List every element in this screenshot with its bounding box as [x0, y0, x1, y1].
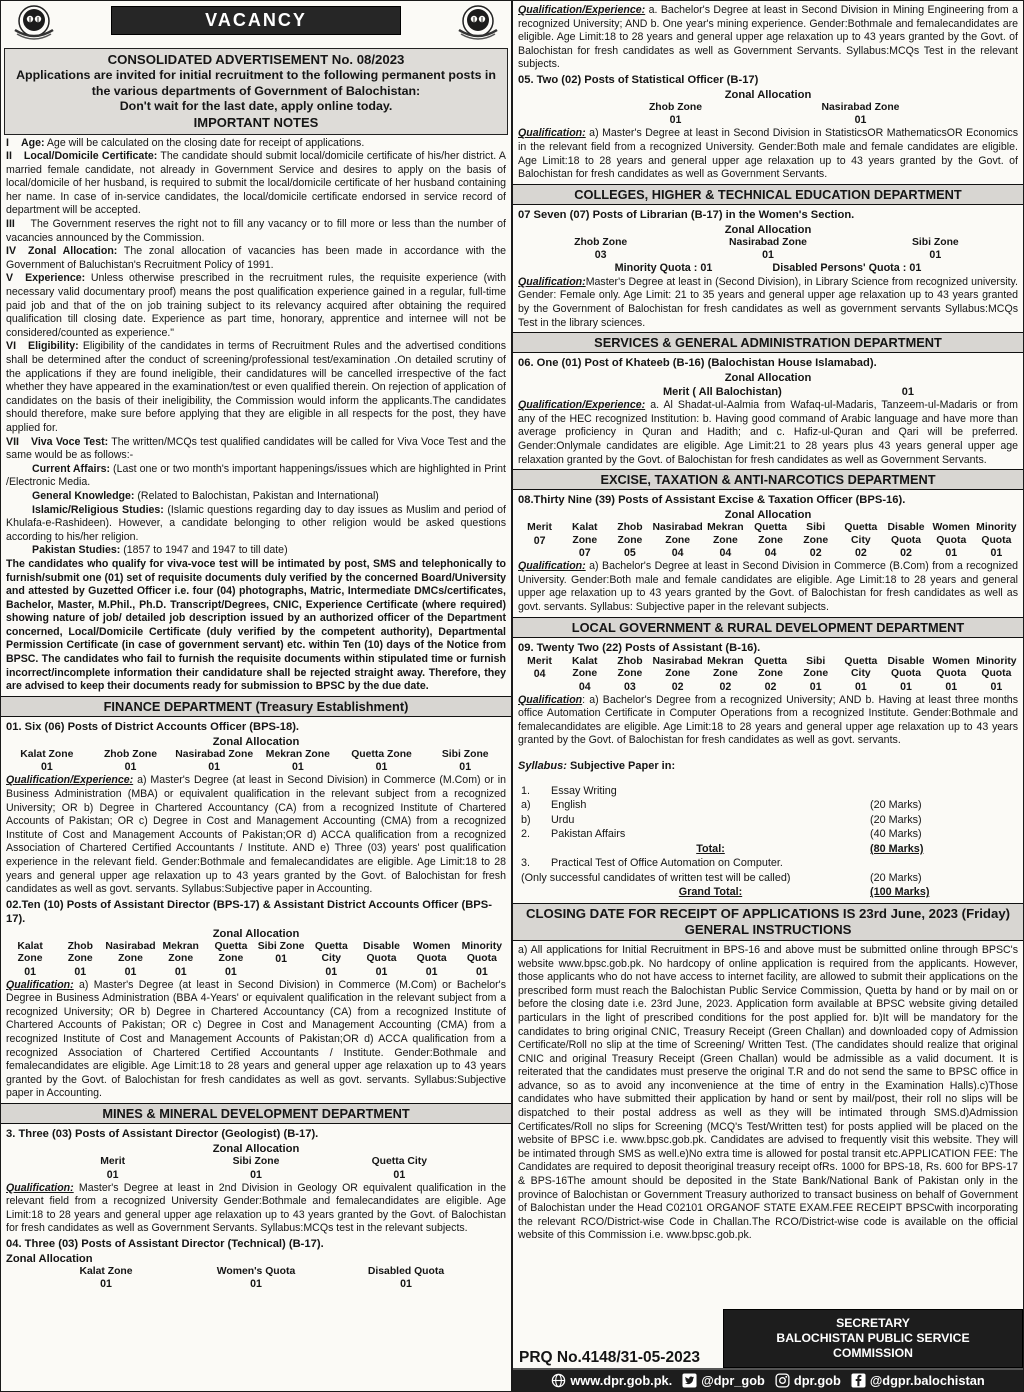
dpr-footer-bar [513, 1368, 1023, 1391]
important-notes-list [1, 137, 511, 463]
masthead [1, 1, 511, 46]
viva-subject: General Knowledge: (Related to Balochistan, Pakistan and International) [32, 489, 379, 502]
note-item: VI Eligibility: Eligibility of the candidates in terms of Recruitment Rules and the advertised conditions shall be determined after the conduct of screening/professional test/examination .On detailed scrutiny of the applications if they are found ineligible, their candidatures will be cancelled irrespective of the fact whether they have appeared in the examination/test or even qualified therein. On rejection of application of candidates on the basis of their ineligibility, the Commission would inform the applicants.The candidates should therefore, make sure before applying that they are eligible in all respects for the post, they have applied for. [6, 340, 506, 434]
zone-cell: Disable Quota 01 [887, 655, 925, 693]
post-03-title: 3. Three (03) Posts of Assistant Director (Geologist) (B-17). [6, 1128, 319, 1141]
bpsc-crest-left-icon [5, 4, 63, 44]
zonal-allocation-label: Zonal Allocation [212, 735, 300, 748]
zone-cell: Sibi Zone 01 [803, 655, 829, 693]
intro-box [4, 48, 508, 135]
syllabus-row-3: 3. Practical Test of Office Automation on Computer. [521, 857, 783, 870]
note-item: III The Government reserves the right not to fill any vacancy or to fill more or less than the number of vacancies announced by the Commission. [6, 218, 506, 244]
zone-cell: Zhob Zone 01 [103, 748, 158, 774]
zone-cell: Zhob Zone 03 [574, 236, 628, 262]
zonal-allocation-label: Zonal Allocation [212, 927, 300, 940]
zone-cell: Minority Quota 01 [976, 522, 1017, 560]
finance-department-bar: FINANCE DEPARTMENT (Treasury Establishment) [1, 696, 511, 717]
zone-cell: Sibi Zone 01 [441, 748, 489, 774]
merit-count: 01 [901, 386, 915, 399]
zone-cell: Nasirabad Zone 01 [821, 101, 900, 127]
facebook-icon [851, 1373, 866, 1388]
mines-department-bar: MINES & MINERAL DEVELOPMENT DEPARTMENT [1, 1103, 511, 1124]
zone-cell: Disabled Quota 01 [367, 1265, 445, 1291]
post-05-zones [513, 102, 1023, 128]
zone-cell: Nasirabad Zone 04 [652, 522, 703, 560]
zonal-allocation-label: Zonal Allocation [724, 372, 812, 385]
post-01-title: 01. Six (06) Posts of District Accounts Officer (BPS-18). [6, 720, 300, 733]
bpsc-crest-right-icon [449, 4, 507, 44]
general-instructions-title: GENERAL INSTRUCTIONS [684, 921, 852, 937]
services-department-bar: SERVICES & GENERAL ADMINISTRATION DEPARTMENT [513, 332, 1023, 353]
note-item: I Age: Age will be calculated on the closing date for receipt of applications. [6, 136, 365, 149]
post-07-zones [513, 237, 1023, 263]
viva-subject: Islamic/Religious Studies: (Islamic questions regarding day to day issues as Muslim and period of Khulafa-e-Rashideen). However, a candidate belonging to other religion would be asked questions according to his/her religion. [6, 503, 506, 543]
zone-cell: Sibi Zone 01 [911, 236, 959, 262]
zonal-allocation-label: Zonal Allocation [724, 509, 812, 522]
closing-date-bar [513, 903, 1023, 941]
syllabus-total-row: Total: (80 Marks) [696, 842, 924, 855]
post-08-qualification: Qualification: a) Bachelor's Degree at least in Second Division in Commerce (B.Com) from a recognized University. Gender:Both male and female candidates are eligible. Age Limit:18 to 28 years and general upper age relaxation up to 43 years granted by the Govt. of Balochistan for fresh candidates as well as govt. servants. Syllabus: Subjective paper in the relevant subjects. [518, 560, 1018, 613]
syllabus-row: b) Urdu (20 Marks) [521, 813, 922, 826]
zone-cell: Minority Quota 01 [976, 655, 1017, 693]
zonal-allocation-label: Zonal Allocation [724, 223, 812, 236]
zone-cell: Women Quota 01 [932, 655, 970, 693]
post-08-zones [513, 522, 1023, 560]
zone-cell: Disable Quota 01 [362, 940, 400, 978]
post-04-zones [1, 1266, 511, 1292]
note-item: V Experience: Unless otherwise prescribed in the recruitment rules, the requisite experience (with necessary valid documentary proof) means the post qualification experience gained in a regular, full-time paid job and that of the on job training subject to its relevancy acquired after obtaining the required qualification till closing date. Experience as part time, honorary, apprentice and internee will not be considered/counted as experience." [6, 272, 506, 339]
zone-cell: Quetta City 01 [844, 655, 878, 693]
zone-cell: Kalat Zone 01 [20, 748, 74, 774]
website-text: www.dpr.gob.pk. [570, 1373, 673, 1388]
merit-name: Merit ( All Balochistan) [663, 386, 782, 399]
post-03-zones [1, 1156, 511, 1182]
important-notes-title: IMPORTANT NOTES [193, 114, 319, 130]
twitter-item [682, 1373, 765, 1388]
localgov-department-bar: LOCAL GOVERNMENT & RURAL DEVELOPMENT DEPARTMENT [513, 617, 1023, 638]
colleges-department-bar: COLLEGES, HIGHER & TECHNICAL EDUCATION DEPARTMENT [513, 184, 1023, 205]
syllabus-row: 1. Essay Writing [521, 784, 617, 797]
syllabus-table [513, 784, 1023, 842]
post-07-quota-line [513, 262, 1023, 276]
zone-cell: Sibi Zone 02 [803, 522, 829, 560]
post-06-qualification: Qualification/Experience: a. Al Shadat-ul-Aalmia from Wafaq-ul-Madaris, Tanzeem-ul-Madaris or from any of the HEC recognized Institution: b. Having good command of Arabic language and have more than average proficiency in Quran and Hadith; and c. Hafiz-ul-Quran and Qari will be preferred. Gender:Onlymale candidates are eligible. Age Limit:21 to 28 years plus 43 years general upper age relaxation granted by the Govt. of Balochistan for fresh candidates as well as Government Servants. [518, 399, 1018, 466]
zone-cell: Zhob Zone 01 [67, 940, 93, 978]
note-item: IV Zonal Allocation: The zonal allocation of vacancies has been made in accordance with the Government of Baluchistan's Recruitment Policy of 1991. [6, 245, 506, 271]
zone-cell: Nasirabad Zone 01 [105, 940, 156, 978]
secretary-signature-box: SECRETARY BALOCHISTAN PUBLIC SERVICE COMMISSION [723, 1309, 1023, 1368]
zone-cell: Quetta Zone 01 [214, 940, 248, 978]
post-04-title: 04. Three (03) Posts of Assistant Director (Technical) (B-17). [6, 1237, 324, 1250]
post-09-qualification: Qualification: a) Bachelor's Degree from a recognized University; AND b. Having at least three months office Automation Certificate in Computer Operations from a recognized Institute. Gender:Bothmale and femalecandidates are eligible. Age Limit:18 to 28 years and general upper age relaxation up to 43 years granted by the Govt. of Balochistan for fresh candidates as well as govt. servants. [518, 693, 1018, 747]
post-09-title: 09. Twenty Two (22) Posts of Assistant (B-16). [518, 641, 761, 654]
general-instructions-text: a) All applications for Initial Recruitment in BPS-16 and above must be submitted online through BPSC's website www.bpsc.gob.pk. No hardcopy of online application is required from the applicants. However, those applicants who do not have access to internet facility, are allowed to submit their applications on the prescribed form must reach the Balochistan Public Service Commission, Quetta by hand or by mail on or before the closing date i.e. 23rd June, 2023. Application form available at BPSC website giving detailed particulars in the light of prescribed conditions for the post applied for. b)It will be mandatory for the candidates to bring original CNIC, Treasury Receipt (Green Challan) and downloaded copy of Admission Certificate/Roll no slip at the time of Screening/ Written Test. (The candidates should realize that original CNIC and original Treasury Receipt (Green Challan) would be admissible as a valid document. It is reiterated that the candidates must preserve the original T.R and do not send the same to BPSC office in advance, so as to avoid any inconvenience at the time of entry in the Examination Halls).c)Those candidates who have submitted their application by hand or sent by mail/post, their roll no slips will be dispatched to their postal address as well as they will be intimated through SMS.d)Admission Certificates/Roll no slips for Screening (MCQ's Test/Written test) for posts applied will be placed on the website of BPSC i.e. www.bpsc.gob.pk. Candidates are advised to frequently visit this website. They will be intimated through SMS as well.e)No extra time is allowed for postal transit etc.APPLICATION FEE: The Candidates are required to deposit theoriginal treasury receipt ofRs. 1000 for BPS-18, Rs. 600 for BPS-17 & BPS-16The amount should be deposited in the State Bank/National Bank of Pakistan only in the province of Balochistan or Government Treasury authorized to transact business on behalf of Government of Balochistan under the Head C02101 ORGANOF STATE EXAM.FEE RECEIPT BPSCwith incorporating the relevant RCO/District-wise Code in Challan.The RCO/District-wise code is available on the official website of this Commission i.e. www.bpsc.gob.pk. [518, 943, 1018, 1242]
zone-cell: Women Quota 01 [932, 522, 970, 560]
post-07-qualification: Qualification:Master's Degree at least in (Second Division), in Library Science from recognized university. Gender: Female only. Age Limit: 21 to 35 years and general upper age relaxation up to 43 years granted by the Government of Balochistan for fresh candidates as well as government servants Syllabus:MCQs Test in the library sciences. [518, 275, 1018, 329]
twitter-handle: @dpr_gob [701, 1373, 765, 1388]
zonal-allocation-label: Zonal Allocation [6, 1252, 93, 1265]
zone-cell: Mekran Zone 01 [162, 940, 199, 978]
twitter-icon [682, 1373, 697, 1388]
zone-cell: Nasirabad Zone 01 [729, 236, 807, 262]
zone-cell: Quetta City 02 [844, 522, 878, 560]
zone-cell: Kalat Zone 04 [572, 655, 598, 693]
intro-line1: Applications are invited for initial recruitment to the following permanent posts in the various departments of Government of Balochistan: [16, 68, 496, 98]
zone-cell: Kalat Zone 01 [17, 940, 43, 978]
zone-cell: Kalat Zone 01 [79, 1265, 133, 1291]
advertisement-number: CONSOLIDATED ADVERTISEMENT No. 08/2023 [107, 52, 405, 67]
website-item [551, 1373, 672, 1388]
zone-cell: Merit 07 [527, 522, 552, 547]
zone-cell: Zhob Zone 03 [617, 655, 643, 693]
post-07-title: 07 Seven (07) Posts of Librarian (B-17) in the Women's Section. [518, 208, 855, 221]
post-05-title: 05. Two (02) Posts of Statistical Officer (B-17) [518, 73, 759, 86]
post-09-zones [513, 656, 1023, 694]
syllabus-note-row: (Only successful candidates of written test will be called) (20 Marks) [521, 871, 922, 884]
zone-cell: Mekran Zone 01 [265, 748, 330, 774]
intro-line2: Don't wait for the last date, apply online today. [119, 99, 393, 113]
post-02-title: 02.Ten (10) Posts of Assistant Director (BPS-17) & Assistant District Accounts Officer (BPS-17). [6, 898, 492, 925]
zone-cell: Nasirabad Zone 02 [652, 655, 703, 693]
zone-cell: Quetta City 01 [371, 1156, 428, 1181]
zone-cell: Kalat Zone 07 [572, 522, 598, 560]
zone-cell: Disable Quota 02 [887, 522, 925, 560]
zone-cell: Zhob Zone 05 [617, 522, 643, 560]
viva-subject: Current Affairs: (Last one or two month's important happenings/issues which are highlighted in Print /Electronic Media. [6, 462, 506, 489]
right-column [512, 0, 1024, 1392]
zonal-allocation-label: Zonal Allocation [724, 88, 812, 101]
closing-date-line: CLOSING DATE FOR RECEIPT OF APPLICATIONS IS 23rd June, 2023 (Friday) [525, 905, 1011, 921]
facebook-handle: @dgpr.balochistan [869, 1373, 985, 1388]
note-item: II Local/Domicile Certificate: The candidate should submit local/domicile certificate of his/her district. A married female candidate, not already in Government Service and desires to apply on the basis of local/domicile of her husband, is required to submit the local/domicile certificate of her husband containing her name. In case of in-service candidates, the local/domicile certificate endorsed in service record of department will be accepted. [6, 150, 506, 217]
note-item: VII Viva Voce Test: The written/MCQs test qualified candidates will be called for Viva Voce Test and the same would be as follows:- [6, 435, 506, 462]
facebook-item [851, 1373, 985, 1388]
disabled-quota: Disabled Persons' Quota : 01 [772, 262, 922, 275]
prq-number: PRQ No.4148/31-05-2023 [519, 1349, 700, 1366]
zone-cell: Quetta Zone 01 [351, 748, 412, 774]
zone-cell: Quetta City 01 [314, 940, 348, 978]
post-08-title: 08.Thirty Nine (39) Posts of Assistant Excise & Taxation Officer (BPS-16). [518, 494, 906, 507]
zone-cell: Sibi Zone 01 [232, 1156, 280, 1181]
excise-department-bar: EXCISE, TAXATION & ANTI-NARCOTICS DEPARTMENT [513, 469, 1023, 490]
syllabus-grand-total-row: Grand Total: (100 Marks) [678, 886, 930, 899]
bottom-cluster [513, 1309, 1023, 1391]
syllabus-row: a) English (20 Marks) [521, 799, 922, 812]
viva-note-paragraph: The candidates who qualify for viva-voce test will be intimated by post, SMS and telephonically to furnish/submit one (01) set of requisite documents duly verified by the concerned Board/University and attested by Guzetted Officer i.e. four (04) photographs, Matric, Intermediate DMCs/certificates, Bachelor, Master, M.Phil., Ph.D. Transcript/Degrees, CNIC, Experience Certificate (where required) showing nature of job/ detailed job description issued by an authorized officer of the Department concerned, Local/Domicile Certificate (duly verified by the competent authority), Departmental Permission Certificate (in case of government servant) etc. within Ten (10) days of the Notice from BPSC. The candidates who fail to furnish the requisite documents within stipulated time or furnish incorrect/incomplete information their candidature shall be rejected straight away. Therefore, they are advised to keep their documents ready for submission to BPSC by the due date. [6, 557, 506, 693]
post-02-qualification: Qualification: a) Master's Degree (at least in Second Division) in Commerce (M.Com) or Bachelor's Degree in Business Administration (BBA 4-Years' or equivalent qualification in the relevant subject from a recognized University; OR b) Degree in Chartered Accountancy (CA) from a recognized Institute of Chartered Accounts of Pakistan; OR c) Degree in Cost and Management Accounting (CMA) from a recognized Institute of Cost and Management Accounts of Pakistan;OR d) ACCA qualification from a recognized Association of Chartered Certified Accountants / Institute. Gender:Bothmale and femalecandidates are eligible. Age Limit:18 to 28 years and general upper age relaxation up to 43 years granted by the Govt. of Balochistan for fresh candidates as well as govt. servants. Syllabus:Subjective paper in Accounting. [6, 978, 506, 1100]
zone-cell: Minority Quota 01 [461, 940, 503, 978]
zone-cell: Zhob Zone 01 [648, 101, 703, 127]
zone-cell: Nasirabad Zone 01 [175, 748, 254, 774]
zone-cell: Women Quota 01 [412, 940, 451, 978]
globe-icon [551, 1373, 566, 1388]
viva-subjects-list [1, 463, 511, 558]
post-05-qualification: Qualification: a) Master's Degree at least in Second Division in StatisticsOR MathematicsOR Economics in the relevant field from a recognized University. Gender:Both male and female candidates are eligible. Age Limit:18 to 28 years and general upper age relaxation up to 43 years granted by the Govt. of Balochistan for fresh candidates as well as Government Servants. [518, 127, 1018, 181]
instagram-item [775, 1373, 841, 1388]
zone-cell: Merit 04 [527, 655, 552, 681]
post-03-qualification: Qualification: Master's Degree at least in 2nd Division in Geology OR equivalent qualification in the relevant field from a recognized University Gender:Bothmale and femalecandidates are eligible. Age Limit:18 to 28 years and general upper age relaxation up to 43 years granted by the Govt. of Balochistan for fresh candidates as well as Government Servants. Syllabus:MCQs test in the relevant subjects. [6, 1181, 506, 1235]
zone-cell: Sibi Zone 01 [257, 940, 305, 966]
minority-quota: Minority Quota : 01 [614, 262, 713, 275]
zonal-allocation-label: Zonal Allocation [212, 1143, 300, 1156]
instagram-icon [775, 1373, 790, 1388]
bottom-row [513, 1309, 1023, 1368]
syllabus-heading: Syllabus: Subjective Paper in: [518, 759, 676, 772]
zone-cell: Mekran Zone 04 [707, 522, 744, 560]
post-06-merit-row [513, 385, 1023, 399]
zone-cell: Quetta Zone 04 [754, 522, 787, 560]
zone-cell: Mekran Zone 02 [707, 655, 744, 693]
syllabus-row: 2. Pakistan Affairs (40 Marks) [521, 828, 922, 841]
zone-cell: Merit 01 [100, 1156, 126, 1181]
post-04-qualification-continued: Qualification/Experience: a. Bachelor's Degree at least in Second Division in Mining Engineering from a recognized University; AND b. One year's mining experience. Gender:Bothmale and femalecandidates are eligible. Age Limit:18 to 28 years and general upper age relaxation up to 43 years granted by the Govt. of Balochistan for fresh candidates as well as Government Servants. Syllabus:MCQs Test in the relevant subjects. [518, 4, 1018, 71]
instagram-handle: dpr.gob [793, 1373, 841, 1388]
post-02-zones [1, 941, 511, 979]
zone-cell: Women's Quota 01 [216, 1265, 296, 1291]
vacancy-title: VACANCY [111, 6, 401, 35]
post-06-title: 06. One (01) Post of Khateeb (B-16) (Balochistan House Islamabad). [518, 357, 877, 370]
viva-subject: Pakistan Studies: (1857 to 1947 and 1947 to till date) [32, 544, 288, 557]
post-01-zones [1, 749, 511, 775]
zone-cell: Quetta Zone 02 [754, 655, 787, 693]
post-01-qualification: Qualification/Experience: a) Master's Degree (at least in Second Division) in Commerce (M.Com) or in Business Administration (MBA) or equivalent qualification in the relevant subject from a recognized University; OR b) Degree in Chartered Accountancy (CA) from a recognized Institute of Chartered Accounts of Pakistan; OR c) Degree in Cost and Management Accounting (CMA) from a recognized Institute of Cost and Management Accounts of Pakistan;OR d) ACCA qualification from a recognized Association of Chartered Certified Accountants / Institute. AND e) Three (03) years' post qualification experience in the relevant field. Gender:Bothmale and femalecandidates are eligible. Age Limit:18 to 28 years and general upper age relaxation up to 43 years granted by the Govt. of Balochistan for fresh candidates as well as govt. servants. Syllabus:Subjective paper in Accounting. [6, 774, 506, 896]
